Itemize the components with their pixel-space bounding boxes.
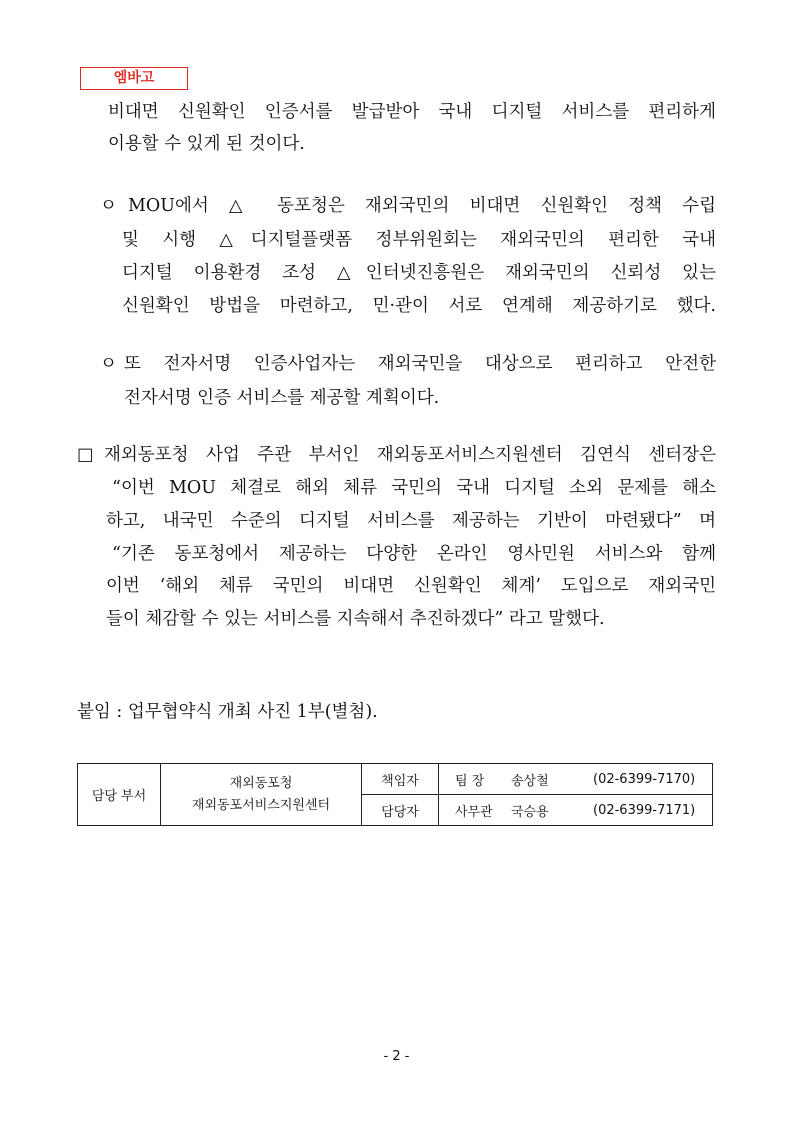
paragraph-line: 이용할 수 있게 된 것이다. (108, 134, 305, 154)
org-name-line1: 재외동포청 (229, 775, 293, 791)
role-cell: 담당자 (362, 795, 439, 826)
bullet-marker: ㅇ (100, 196, 117, 216)
attachment-note: 붙임 : 업무협약식 개최 사진 1부(별첨). (77, 702, 378, 722)
quote-line: 들이 체감할 수 있는 서비스를 지속해서 추진하겠다” 라고 말했다. (106, 609, 605, 629)
bullet-line: 전자서명 인증 서비스를 제공할 계획이다. (124, 388, 440, 408)
bullet-line: 신원확인 방법을 마련하고, 민·관이 서로 연계해 제공하기로 했다. (122, 296, 716, 316)
contact-name: 송상철 (511, 773, 549, 789)
quote-line: 이번 ‘해외 체류 국민의 비대면 신원확인 체계’ 도입으로 재외국민 (106, 576, 716, 596)
paragraph-line: 비대면 신원확인 인증서를 발급받아 국내 디지털 서비스를 편리하게 (108, 102, 716, 122)
dept-name (161, 764, 362, 826)
quote-line: “기존 동포청에서 제공하는 다양한 온라인 영사민원 서비스와 함께 (112, 544, 716, 564)
contact-phone: (02-6399-7170) (593, 771, 696, 787)
role-cell: 책임자 (362, 764, 439, 795)
bullet-line: 디지털 이용환경 조성 △인터넷진흥원은 재외국민의 신뢰성 있는 (122, 263, 716, 283)
quote-line: 재외동포청 사업 주관 부서인 재외동포서비스지원센터 김연식 센터장은 (104, 445, 716, 465)
bullet-line: 또 전자서명 인증사업자는 재외국민을 대상으로 편리하고 안전한 (124, 354, 716, 374)
contact-title: 사무관 (455, 804, 493, 820)
bullet-marker: ㅇ (100, 354, 117, 374)
bullet-line: MOU에서 △ 동포청은 재외국민의 비대면 신원확인 정책 수립 (128, 196, 716, 216)
dept-label: 담당 부서 (78, 764, 161, 826)
contact-phone: (02-6399-7171) (593, 802, 696, 818)
box-marker: □ (77, 445, 94, 465)
org-name-line2: 재외동포서비스지원센터 (191, 797, 331, 813)
page-number: - 2 - (383, 1049, 410, 1064)
contact-table (77, 763, 713, 826)
bullet-line: 및 시행 △디지털플랫폼 정부위원회는 재외국민의 편리한 국내 (122, 230, 716, 250)
contact-info (439, 795, 713, 826)
contact-name: 국승용 (511, 804, 549, 820)
contact-info (439, 764, 713, 795)
contact-title: 팀 장 (455, 773, 485, 789)
quote-line: 하고, 내국민 수준의 디지털 서비스를 제공하는 기반이 마련됐다” 며 (106, 511, 716, 531)
embargo-badge: 엠바고 (80, 67, 188, 90)
quote-line: “이번 MOU 체결로 해외 체류 국민의 국내 디지털 소외 문제를 해소 (112, 478, 716, 498)
